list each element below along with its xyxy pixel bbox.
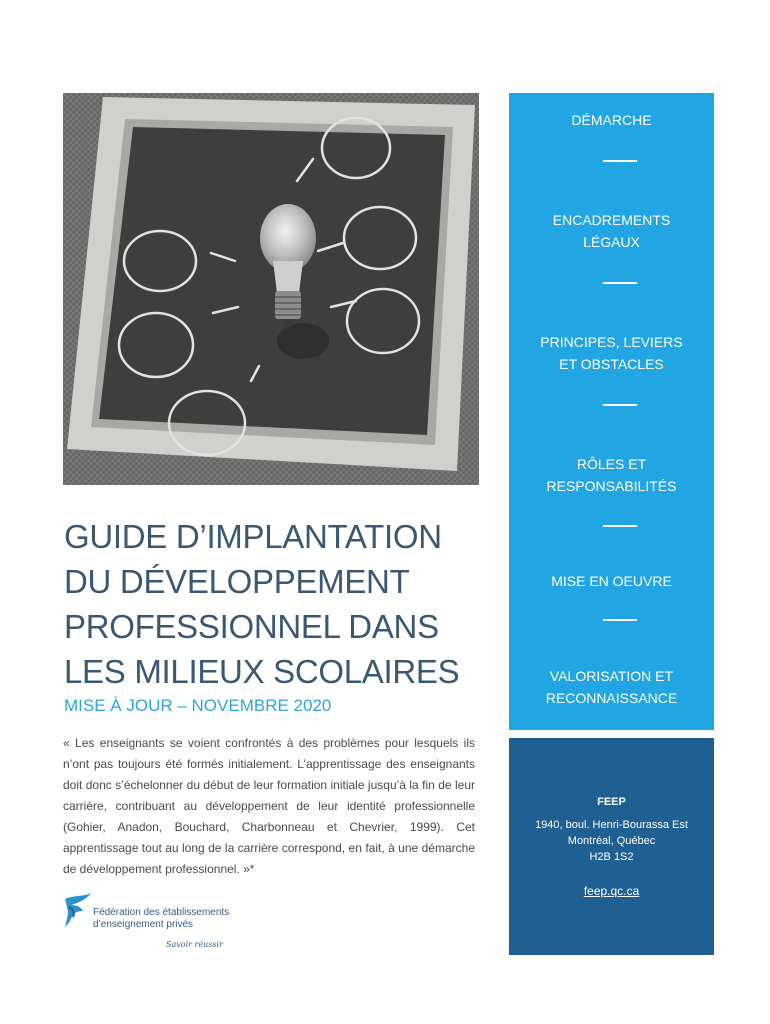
feep-bird-logo-icon xyxy=(63,893,93,927)
document-title xyxy=(64,514,484,694)
nav-item-label: DÉMARCHE xyxy=(571,112,652,128)
nav-divider xyxy=(603,619,637,621)
nav-item-label: LÉGAUX xyxy=(583,234,640,250)
title-line: LES MILIEUX SCOLAIRES xyxy=(64,653,460,690)
address-line: H2B 1S2 xyxy=(589,851,634,863)
nav-divider xyxy=(603,282,637,284)
nav-item-label: ET OBSTACLES xyxy=(559,356,664,372)
section-nav-panel xyxy=(509,93,714,730)
address-line: 1940, boul. Henri-Bourassa Est xyxy=(535,819,688,831)
chalkboard-lightbulb-image xyxy=(63,93,479,485)
title-line: PROFESSIONNEL DANS xyxy=(64,608,439,645)
logo-org-line: d’enseignement privés xyxy=(93,919,194,930)
nav-item-demarche[interactable] xyxy=(509,109,714,131)
address-line: Montréal, Québec xyxy=(567,835,656,847)
contact-website xyxy=(509,884,714,898)
feep-logo xyxy=(63,893,263,953)
title-line: DU DÉVELOPPEMENT xyxy=(64,563,410,600)
nav-item-label: RÔLES ET xyxy=(576,456,647,472)
contact-panel xyxy=(509,738,714,955)
nav-item-principes-leviers-obstacles[interactable] xyxy=(509,331,714,375)
logo-org-name xyxy=(93,907,229,931)
nav-item-mise-en-oeuvre[interactable] xyxy=(509,570,714,592)
nav-item-label: RECONNAISSANCE xyxy=(545,690,678,706)
nav-item-label: ENCADREMENTS xyxy=(552,212,671,228)
nav-divider xyxy=(603,160,637,162)
nav-item-encadrements-legaux[interactable] xyxy=(509,209,714,253)
nav-item-label: PRINCIPES, LEVIERS xyxy=(540,334,683,350)
logo-tagline: Savoir réussir xyxy=(166,940,223,949)
nav-item-valorisation-reconnaissance[interactable] xyxy=(509,665,714,709)
nav-divider xyxy=(603,404,637,406)
title-line: GUIDE D’IMPLANTATION xyxy=(64,518,442,555)
logo-org-line: Fédération des établissements xyxy=(93,907,230,918)
intro-quote: « Les enseignants se voient confrontés à des problèmes pour lesquels ils n’ont pas toujours été formés initialement. L’apprentissage des enseignants doit donc s’échelonner du début de leur formation initiale jusqu’à la fin de leur carrière, contribuant au développement de leur identité professionnelle (Gohier, Anadon, Bouchard, Charbonneau et Chevrier, 1999). Cet apprentissage tout au long de la carrière correspond, en fait, à une démarche de développement professionnel. »* xyxy=(63,736,475,876)
contact-address xyxy=(509,817,714,865)
cover-photo xyxy=(63,93,479,485)
nav-item-label: VALORISATION ET xyxy=(549,668,674,684)
document-subtitle: MISE À JOUR – NOVEMBRE 2020 xyxy=(64,696,332,715)
nav-divider xyxy=(603,525,637,527)
nav-item-label: MISE EN OEUVRE xyxy=(551,573,672,589)
nav-item-label: RESPONSABILITÉS xyxy=(546,478,677,494)
nav-item-roles-responsabilites[interactable] xyxy=(509,453,714,497)
website-link[interactable]: feep.qc.ca xyxy=(583,884,640,898)
contact-org-name: FEEP xyxy=(597,796,626,808)
